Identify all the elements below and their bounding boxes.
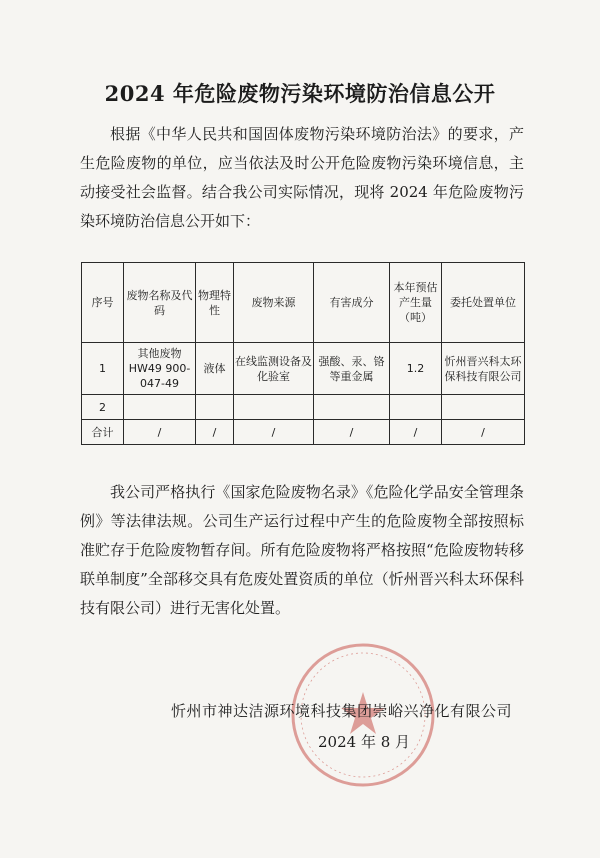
document-title: 2024 年危险废物污染环境防治信息公开 xyxy=(104,81,496,106)
header-cell: 废物名称及代码 xyxy=(124,263,196,343)
table-cell: 其他废物 HW49 900-047-49 xyxy=(124,343,196,395)
table-cell xyxy=(314,395,390,420)
header-cell: 物理特性 xyxy=(196,263,234,343)
table-cell: 忻州晋兴科太环保科技有限公司 xyxy=(442,343,525,395)
table-cell: / xyxy=(196,420,234,445)
company-name: 忻州市神达洁源环境科技集团崇峪兴净化有限公司 xyxy=(170,702,512,720)
table-cell xyxy=(196,395,234,420)
table-cell xyxy=(390,395,442,420)
table-cell: 液体 xyxy=(196,343,234,395)
table-cell: 合计 xyxy=(82,420,124,445)
table-cell xyxy=(442,395,525,420)
table-cell: / xyxy=(124,420,196,445)
table-row xyxy=(82,395,525,420)
table-cell: 1.2 xyxy=(390,343,442,395)
table-cell: 在线监测设备及化验室 xyxy=(234,343,314,395)
header-cell: 序号 xyxy=(82,263,124,343)
header-cell: 有害成分 xyxy=(314,263,390,343)
table-header-row xyxy=(82,263,525,343)
table-row xyxy=(82,343,525,395)
intro-paragraph: 根据《中华人民共和国固体废物污染环境防治法》的要求，产生危险废物的单位，应当依法及时公开危险废物污染环境信息，主动接受社会监督。结合我公司实际情况，现将 2024 年危险废物污染环境防治信息公开如下： xyxy=(80,125,524,230)
table-cell: 强酸、汞、铬等重金属 xyxy=(314,343,390,395)
header-cell: 本年预估产生量（吨） xyxy=(390,263,442,343)
header-cell: 废物来源 xyxy=(234,263,314,343)
table-cell xyxy=(124,395,196,420)
statement-paragraph: 我公司严格执行《国家危险废物名录》《危险化学品安全管理条例》等法律法规。公司生产运行过程中产生的危险废物全部按照标准贮存于危险废物暂存间。所有危险废物将严格按照“危险废物转移联单制度”全部移交具有危废处置资质的单位（忻州晋兴科太环保科技有限公司）进行无害化处置。 xyxy=(80,483,524,617)
table-cell: 1 xyxy=(82,343,124,395)
table-cell xyxy=(234,395,314,420)
waste-table xyxy=(81,262,525,445)
table-cell: / xyxy=(234,420,314,445)
table-cell: / xyxy=(442,420,525,445)
issue-date: 2024 年 8 月 xyxy=(318,733,411,751)
table-total-row xyxy=(82,420,525,445)
table-cell: 2 xyxy=(82,395,124,420)
table-cell: / xyxy=(390,420,442,445)
table-cell: / xyxy=(314,420,390,445)
header-cell: 委托处置单位 xyxy=(442,263,525,343)
